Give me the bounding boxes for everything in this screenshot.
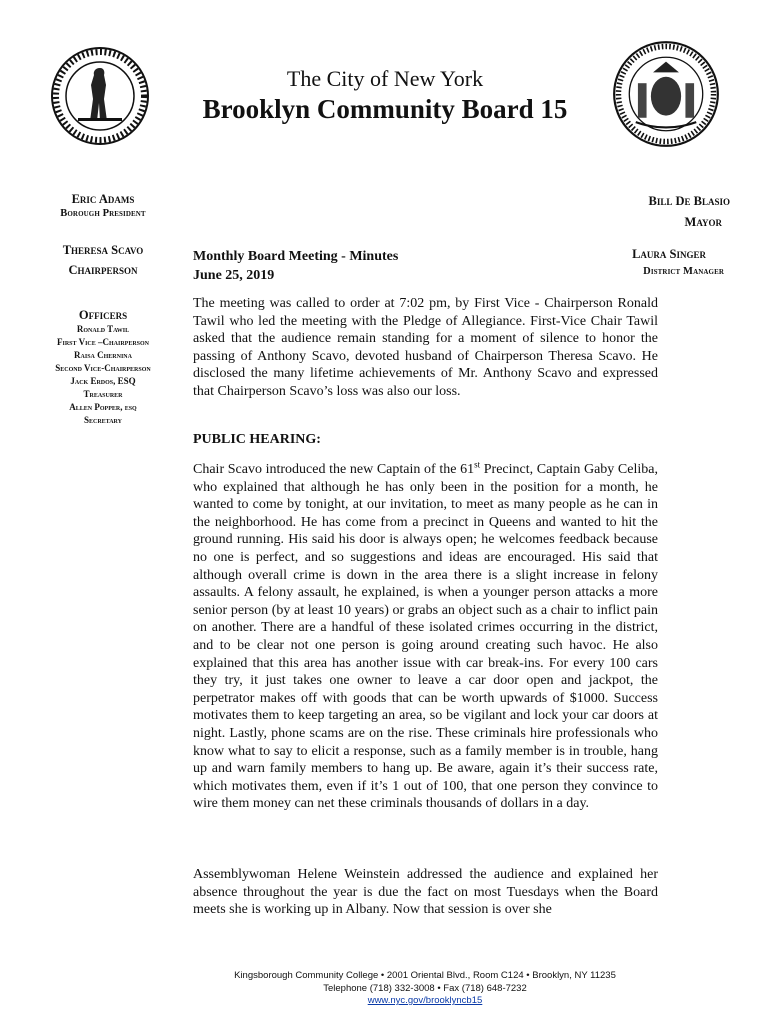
district-manager-title: District Manager bbox=[643, 266, 724, 277]
board-name: Brooklyn Community Board 15 bbox=[202, 94, 568, 124]
footer-phone: Telephone (718) 332-3008 • Fax (718) 648-7232 bbox=[323, 982, 527, 994]
mayor-name: Bill De Blasio bbox=[648, 194, 730, 208]
paragraph-text: Precinct, Captain Gaby Celiba, who explained that although he has only been in the position for a month, he wanted to come by tonight, at our invitation, to meet as many people as he can in the neighborhood. He has come from a precinct in Queens and wanted to hit the ground running. His said his door is always open; he welcomes feedback because no one is perfect, and so suggestions and ideas are encouraged. His said that although overall crime is down in the area there is a slight increase in felony assaults. A felony assault, he explained, is when a younger person attacks a more senior person (by at least 10 years) or grabs an object such as a chair to inflict pain on another. There are a handful of these isolated crimes occurring in the district, and to be clear not one person is going around creating such havoc. He also explained that this area has another issue with car break-ins. For every 100 cars they try, it just takes one owner to leave a car door open and jackpot, the perpetrator makes off with goods that can be worth upwards of $1000. Success motivates them to keep targeting an area, so be vigilant and lock your car doors at night. Lastly, phone scams are on the rise. These criminals hire professionals who know what to say to elicit a response, such as a family member is in trouble, hang up and warn family members to hang up. Be aware, again it’s their success rate, which motivates them, even if it’s 1 out of 100, that one person they convince to wire them money can net these criminals thousands of dollars in a day. bbox=[193, 462, 658, 812]
officers-label: Officers bbox=[78, 308, 128, 322]
officer-title: Secretary bbox=[83, 415, 123, 425]
officer-title: Second Vice-Chairperson bbox=[55, 363, 151, 373]
officer-title: First Vice –Chairperson bbox=[56, 337, 149, 347]
borough-president-title: Borough President bbox=[60, 208, 146, 219]
city-name: The City of New York bbox=[286, 66, 484, 91]
mayor-block bbox=[570, 190, 730, 232]
intro-paragraph: The meeting was called to order at 7:02 pm, by First Vice - Chairperson Ronald Tawil who led the meeting with the Pledge of Allegiance. First-Vice Chair Tawil asked that the audience remain standing for a moment of silence to honor the passing of Anthony Scavo, devoted husband of Chairperson Theresa Scavo. He disclosed the many lifetime achievements of Mr. Anthony Scavo and expressed that Chairperson Scavo’s loss was also our loss. bbox=[193, 296, 658, 399]
officer-title: Treasurer bbox=[83, 389, 123, 399]
officer-name: Ronald Tawil bbox=[76, 324, 130, 334]
meeting-title: Monthly Board Meeting - Minutes bbox=[193, 249, 399, 264]
website-link[interactable]: www.nyc.gov/brooklyncb15 bbox=[367, 995, 483, 1006]
assembly-paragraph: Assemblywoman Helene Weinstein addressed the audience and explained her absence throughout the year is due the fact on most Tuesdays when the Board meets she is working up in Albany. Now that session is over she bbox=[193, 867, 658, 918]
officer-name: Allen Popper, esq bbox=[69, 402, 137, 412]
meeting-date: June 25, 2019 bbox=[193, 268, 275, 283]
mayor-title: Mayor bbox=[684, 215, 722, 229]
meeting-heading bbox=[193, 247, 398, 285]
section-heading: PUBLIC HEARING: bbox=[193, 432, 321, 447]
officers-block bbox=[28, 308, 178, 427]
borough-president-block bbox=[28, 192, 178, 221]
chairperson-block bbox=[28, 240, 178, 280]
footer-address: Kingsborough Community College • 2001 Oriental Blvd., Room C124 • Brooklyn, NY 11235 bbox=[234, 970, 616, 981]
borough-president-name: Eric Adams bbox=[71, 192, 135, 206]
footer bbox=[0, 970, 770, 1008]
chairperson-title: Chairperson bbox=[68, 263, 138, 277]
officer-name: Raisa Chernina bbox=[74, 350, 132, 360]
officer-name: Jack Erdos, ESQ bbox=[70, 376, 136, 386]
district-manager-name: Laura Singer bbox=[632, 247, 706, 261]
public-hearing-paragraph bbox=[193, 461, 658, 813]
paragraph-text: Chair Scavo introduced the new Captain of the 61 bbox=[193, 462, 475, 477]
chairperson-name: Theresa Scavo bbox=[62, 243, 144, 257]
ordinal-suffix: st bbox=[474, 459, 481, 470]
district-manager-block bbox=[552, 245, 724, 281]
